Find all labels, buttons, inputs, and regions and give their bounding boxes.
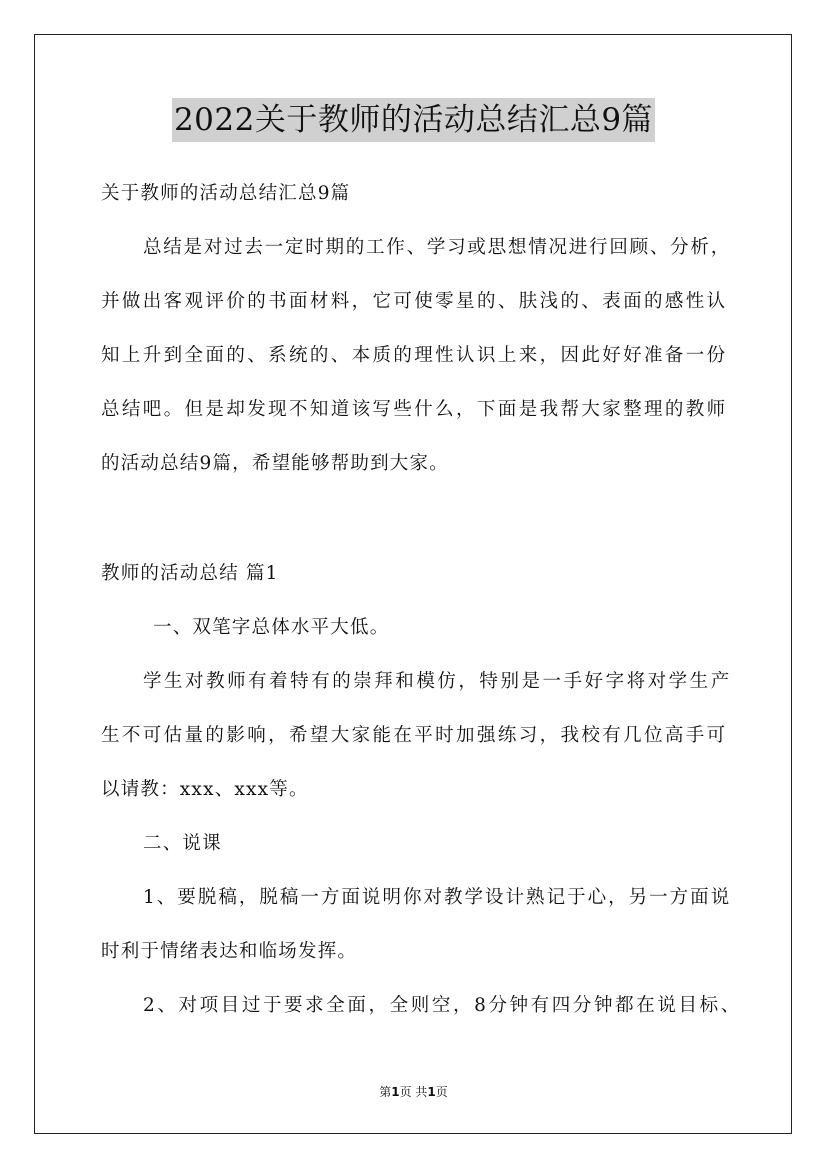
- para1-line-1: 学生对教师有着特有的崇拜和模仿，特别是一手好字将对学生产: [143, 671, 730, 692]
- para2-line-2: 时利于情绪表达和临场发挥。: [101, 941, 358, 962]
- intro-line-5: 的活动总结9篇，希望能够帮助到大家。: [101, 453, 449, 474]
- para1-line-3: 以请教：xxx、xxx等。: [101, 779, 309, 800]
- point-one: 一、双笔字总体水平大低。: [153, 617, 390, 638]
- footer-mid: 页 共: [399, 1085, 428, 1099]
- document-subtitle: 关于教师的活动总结汇总9篇: [101, 183, 351, 204]
- intro-line-3: 知上升到全面的、系统的、本质的理性认识上来，因此好好准备一份: [101, 345, 726, 366]
- footer-suffix: 页: [435, 1085, 448, 1099]
- intro-line-1: 总结是对过去一定时期的工作、学习或思想情况进行回顾、分析，: [143, 237, 730, 258]
- title-container: [0, 98, 827, 142]
- para2-line-1: 1、要脱稿，脱稿一方面说明你对教学设计熟记于心，另一方面说: [143, 887, 730, 908]
- footer-page-number: 1: [391, 1085, 400, 1099]
- footer-prefix: 第: [379, 1085, 392, 1099]
- intro-line-4: 总结吧。但是却发现不知道该写些什么，下面是我帮大家整理的教师: [101, 399, 726, 420]
- section-heading: 教师的活动总结 篇1: [101, 563, 279, 584]
- intro-line-2: 并做出客观评价的书面材料，它可使零星的、肤浅的、表面的感性认: [101, 291, 726, 312]
- page-footer: [0, 1083, 827, 1101]
- point-two: 二、说课: [143, 833, 222, 854]
- document-title: 2022关于教师的活动总结汇总9篇: [172, 98, 655, 142]
- footer-page-total: 1: [427, 1085, 436, 1099]
- para1-line-2: 生不可估量的影响，希望大家能在平时加强练习，我校有几位高手可: [101, 725, 726, 746]
- para3-line-1: 2、对项目过于要求全面，全则空，8分钟有四分钟都在说目标、: [143, 995, 740, 1016]
